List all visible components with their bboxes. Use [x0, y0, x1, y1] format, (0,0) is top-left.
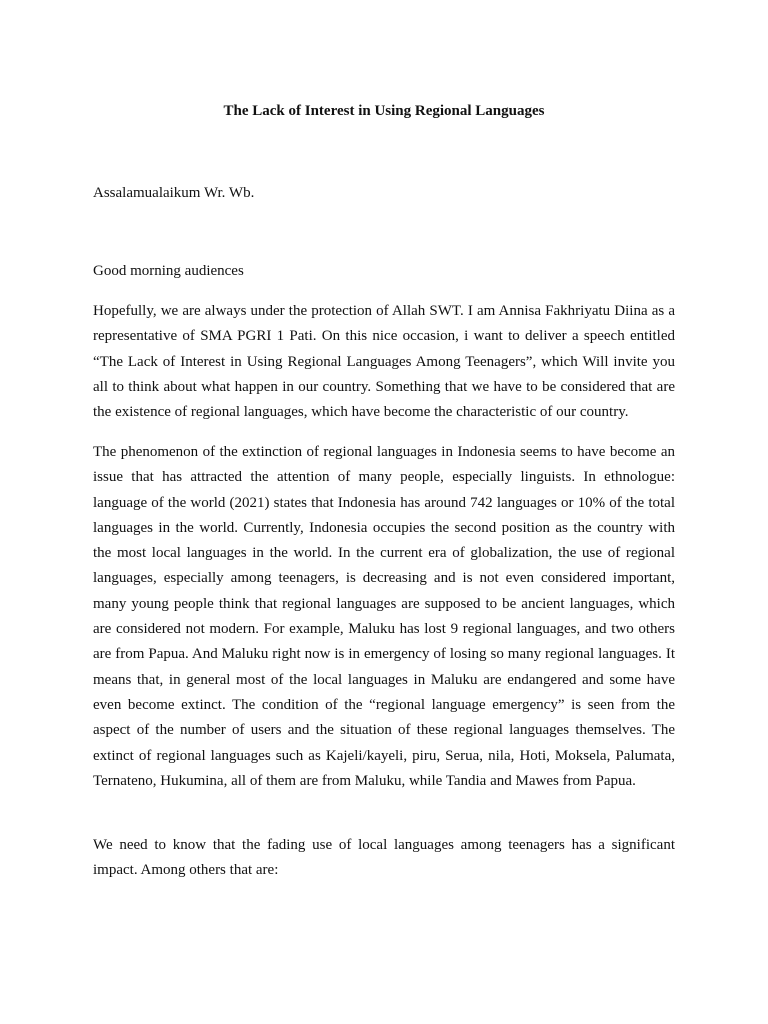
paragraph-phenomenon: The phenomenon of the extinction of regional languages in Indonesia seems to have become an issue that has attracted the attention of many people, especially linguists. In ethnologue: language of the world (2021) states that Indonesia has around 742 languages or 10% of the total languages in the world. Currently, Indonesia occupies the second position as the country with the most local languages in the world. In the current era of globalization, the use of regional languages, especially among teenagers, is decreasing and is not even considered important, many young people think that regional languages are supposed to be ancient languages, which are considered not modern. For example, Maluku has lost 9 regional languages, and two others are from Papua. And Maluku right now is in emergency of losing so many regional languages. It means that, in general most of the local languages in Maluku are endangered and some have even become extinct. The condition of the “regional language emergency” is seen from the aspect of the number of users and the situation of these regional languages themselves. The extinct of regional languages such as Kajeli/kayeli, piru, Serua, nila, Hoti, Moksela, Palumata, Ternateno, Hukumina, all of them are from Maluku, while Tandia and Mawes from Papua.: [93, 444, 675, 789]
paragraph-impact: We need to know that the fading use of local languages among teenagers has a significant impact. Among others that are:: [93, 837, 675, 879]
paragraph-intro: Hopefully, we are always under the protection of Allah SWT. I am Annisa Fakhriyatu Diina as a representative of SMA PGRI 1 Pati. On this nice occasion, i want to deliver a speech entitled “The Lack of Interest in Using Regional Languages Among Teenagers”, which Will invite you all to think about what happen in our country. Something that we have to be considered that are the existence of regional languages, which have become the characteristic of our country.: [93, 303, 675, 421]
document-title: The Lack of Interest in Using Regional Languages: [223, 103, 545, 119]
salutation-line: Good morning audiences: [93, 263, 244, 279]
greeting-line: Assalamualaikum Wr. Wb.: [93, 185, 255, 201]
